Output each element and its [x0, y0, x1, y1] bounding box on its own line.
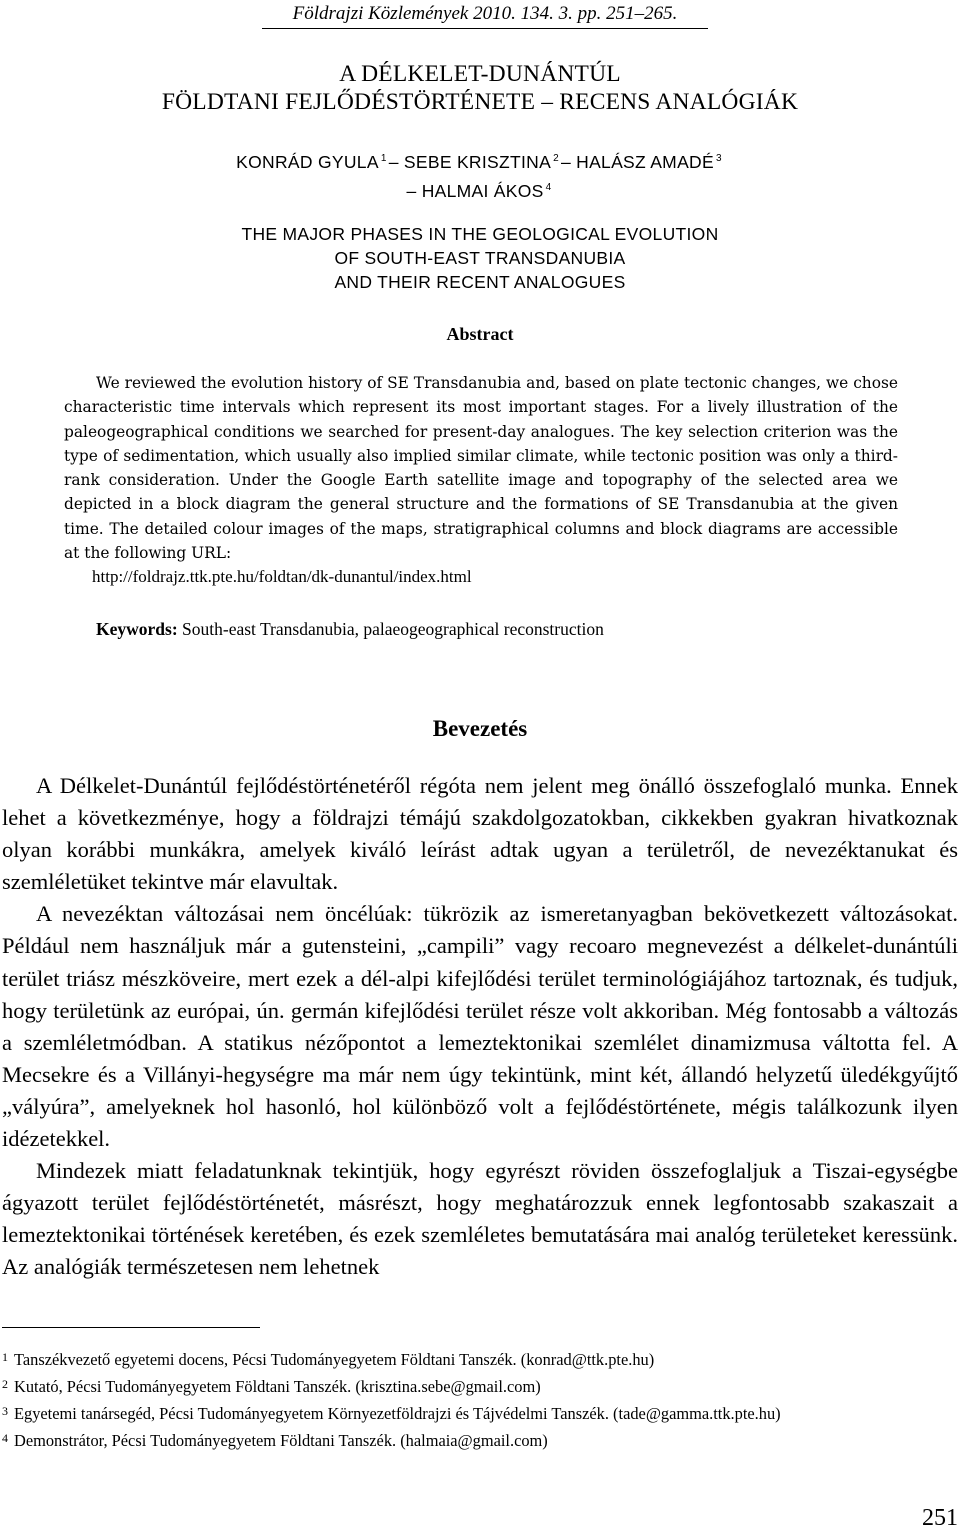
- author-footnote-mark: 1: [380, 153, 387, 164]
- footnotes: [2, 1345, 952, 1453]
- author-name: HALMAI ÁKOS: [421, 181, 544, 201]
- footnote-divider: [2, 1327, 260, 1328]
- body-paragraph: Mindezek miatt feladatunknak tekintjük, hogy egyrészt röviden összefoglaljuk a Tiszai-egységbe ágyazott terület fejlődéstörténetét, másrészt, hogy meghatározzuk ennek legfontosabb szakaszait a lemeztektonikai történések keretében, és ezek szemléletes bemutatására mai analóg területeket keressünk. Az analógiák természetesen nem lehetnek: [2, 1158, 958, 1280]
- english-title-line-2: OF SOUTH-EAST TRANSDANUBIA: [334, 248, 626, 268]
- footnote-text: Egyetemi tanársegéd, Pécsi Tudományegyetem Környezetföldrajzi és Tájvédelmi Tanszék. (tade@gamma.ttk.pte.hu): [14, 1404, 781, 1423]
- author-name: HALÁSZ AMADÉ: [576, 152, 714, 172]
- author-list: KONRÁD GYULA $^1$ – SEBE KRISZTINA $^2$ – HALÁSZ AMADÉ $^3$ – HALMAI ÁKOS $^4$: [236, 152, 722, 201]
- footnote: [2, 1372, 952, 1399]
- section-heading: Bevezetés: [432, 716, 528, 741]
- footnote: [2, 1345, 952, 1372]
- footnote-mark: 2: [2, 1377, 8, 1391]
- author-name: KONRÁD GYULA: [236, 152, 379, 172]
- body-text: [2, 770, 958, 1284]
- english-title-line-1: THE MAJOR PHASES IN THE GEOLOGICAL EVOLUTION: [241, 224, 719, 244]
- author-footnote-mark: 4: [545, 182, 552, 193]
- footnote: [2, 1399, 952, 1426]
- footnote-mark: 1: [2, 1350, 8, 1364]
- author-name: SEBE KRISZTINA: [403, 152, 552, 172]
- keywords-text: South-east Transdanubia, palaeogeographical reconstruction: [177, 619, 604, 639]
- abstract-url-link[interactable]: http://foldrajz.ttk.pte.hu/foldtan/dk-dunantul/index.html: [92, 567, 472, 587]
- footnote-mark: 4: [2, 1431, 8, 1445]
- article-title: [0, 60, 960, 116]
- abstract-text: We reviewed the evolution history of SE Transdanubia and, based on plate tectonic changes, we chose characteristic time intervals which represent its most important stages. For a lively illustration of the paleogeographical conditions we searched for present-day analogues. The key selection criterion was the type of sedimentation, which usually also implied similar climate, while tectonic position was only a third-rank consideration. Under the Google Earth satellite image and topography of the selected area we depicted in a block diagram the general structure and the formations of SE Transdanubia at the given time. The detailed colour images of the maps, stratigraphical columns and block diagrams are accessible at the following URL:: [64, 374, 898, 563]
- body-paragraph: A nevezéktan változásai nem öncélúak: tükrözik az ismeretanyagban bekövetkezett változásokat. Például nem használjuk már a gutensteini, „campili” vagy recoaro megnevezést a délkelet-dunántúli terület triász mészköveire, mert ezek a dél-alpi kifejlődési terület terminológiájához tartoznak, és tudjuk, hogy területünk az európai, ún. germán kifejlődési terület része volt akkoriban. Még fontosabb a változás a szemléletmódban. A statikus nézőpontot a lemeztektonikai szemlélet dinamizmusa váltotta fel. A Mecsekre és a Villányi-hegységre ma már nem úgy tekintünk, mint két, állandó helyzetű üledékgyűjtő „vályúra”, amelyeknek hol hasonló, hol különböző volt a fejlődéstörténete, mégis találkozunk ilyen idézetekkel.: [2, 901, 958, 1152]
- keywords: [96, 617, 896, 641]
- footnote-mark: 3: [2, 1404, 8, 1418]
- title-line-1: A DÉLKELET-DUNÁNTÚL: [339, 61, 621, 87]
- footnote-text: Kutató, Pécsi Tudományegyetem Földtani Tanszék. (krisztina.sebe@gmail.com): [14, 1377, 541, 1396]
- abstract-heading: Abstract: [446, 324, 514, 344]
- keywords-label: Keywords:: [96, 619, 178, 639]
- english-title: [0, 222, 960, 294]
- journal-reference: Földrajzi Közlemények 2010. 134. 3. pp. 251–265.: [262, 2, 708, 29]
- footnote-text: Demonstrátor, Pécsi Tudományegyetem Földtani Tanszék. (halmaia@gmail.com): [14, 1431, 548, 1450]
- author-footnote-mark: 2: [553, 153, 559, 164]
- title-line-2: FÖLDTANI FEJLŐDÉSTÖRTÉNETE – RECENS ANALÓGIÁK: [161, 89, 799, 115]
- footnote: [2, 1426, 952, 1453]
- abstract-body: [64, 371, 898, 590]
- footnote-text: Tanszékvezető egyetemi docens, Pécsi Tudományegyetem Földtani Tanszék. (konrad@ttk.pte.hu): [14, 1350, 655, 1369]
- page-number: 251: [922, 1505, 958, 1531]
- author-footnote-mark: 3: [715, 153, 722, 164]
- body-paragraph: A Délkelet-Dunántúl fejlődéstörténetéről régóta nem jelent meg önálló összefoglaló munka. Ennek lehet a következménye, hogy a földrajzi témájú szakdolgozatokban, cikkekben gyakran hivatkoznak olyan korábbi munkákra, amelyek kiváló leírást adtak ugyan a területről, de nevezéktanukat és szemléletüket tekintve már elavultak.: [2, 773, 958, 895]
- english-title-line-3: AND THEIR RECENT ANALOGUES: [334, 272, 626, 292]
